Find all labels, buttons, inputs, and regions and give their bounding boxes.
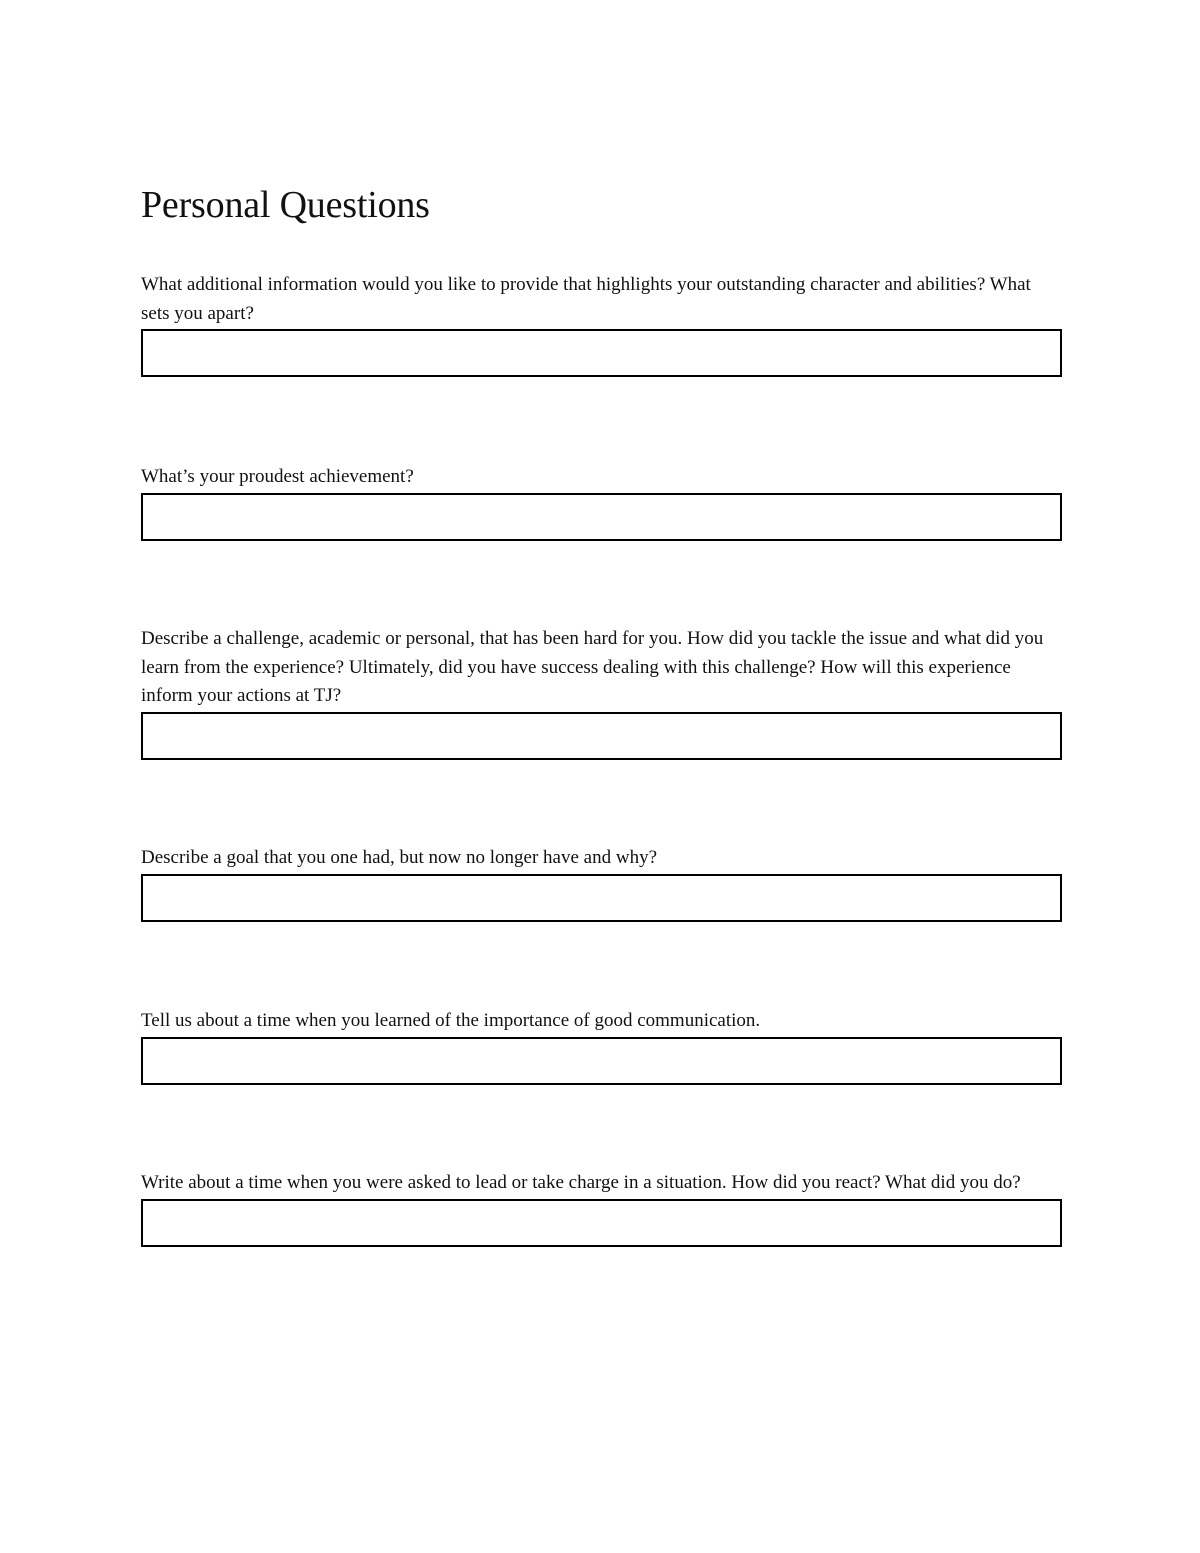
question-prompt-2: What’s your proudest achievement? — [141, 466, 414, 487]
question-block-4 — [141, 844, 1063, 922]
question-block-6 — [141, 1169, 1063, 1247]
answer-field-6[interactable] — [141, 1199, 1062, 1247]
answer-field-2[interactable] — [141, 493, 1062, 541]
question-block-1 — [141, 271, 1063, 377]
question-prompt-3: Describe a challenge, academic or personal, that has been hard for you. How did you tackle the issue and what did you learn from the experience? Ultimately, did you have success dealing with this challenge? How will this experience inform your actions at TJ? — [141, 628, 1044, 706]
question-block-5 — [141, 1007, 1063, 1085]
question-block-3 — [141, 625, 1063, 760]
question-block-2 — [141, 463, 1063, 541]
question-prompt-6: Write about a time when you were asked to lead or take charge in a situation. How did you react? What did you do? — [141, 1172, 1021, 1193]
page-title: Personal Questions — [141, 184, 430, 226]
question-prompt-1: What additional information would you like to provide that highlights your outstanding character and abilities? What sets you apart? — [141, 274, 1031, 324]
question-prompt-5: Tell us about a time when you learned of the importance of good communication. — [141, 1010, 761, 1031]
answer-field-5[interactable] — [141, 1037, 1062, 1085]
answer-field-4[interactable] — [141, 874, 1062, 922]
question-prompt-4: Describe a goal that you one had, but now no longer have and why? — [141, 847, 658, 868]
answer-field-3[interactable] — [141, 712, 1062, 760]
answer-field-1[interactable] — [141, 329, 1062, 377]
